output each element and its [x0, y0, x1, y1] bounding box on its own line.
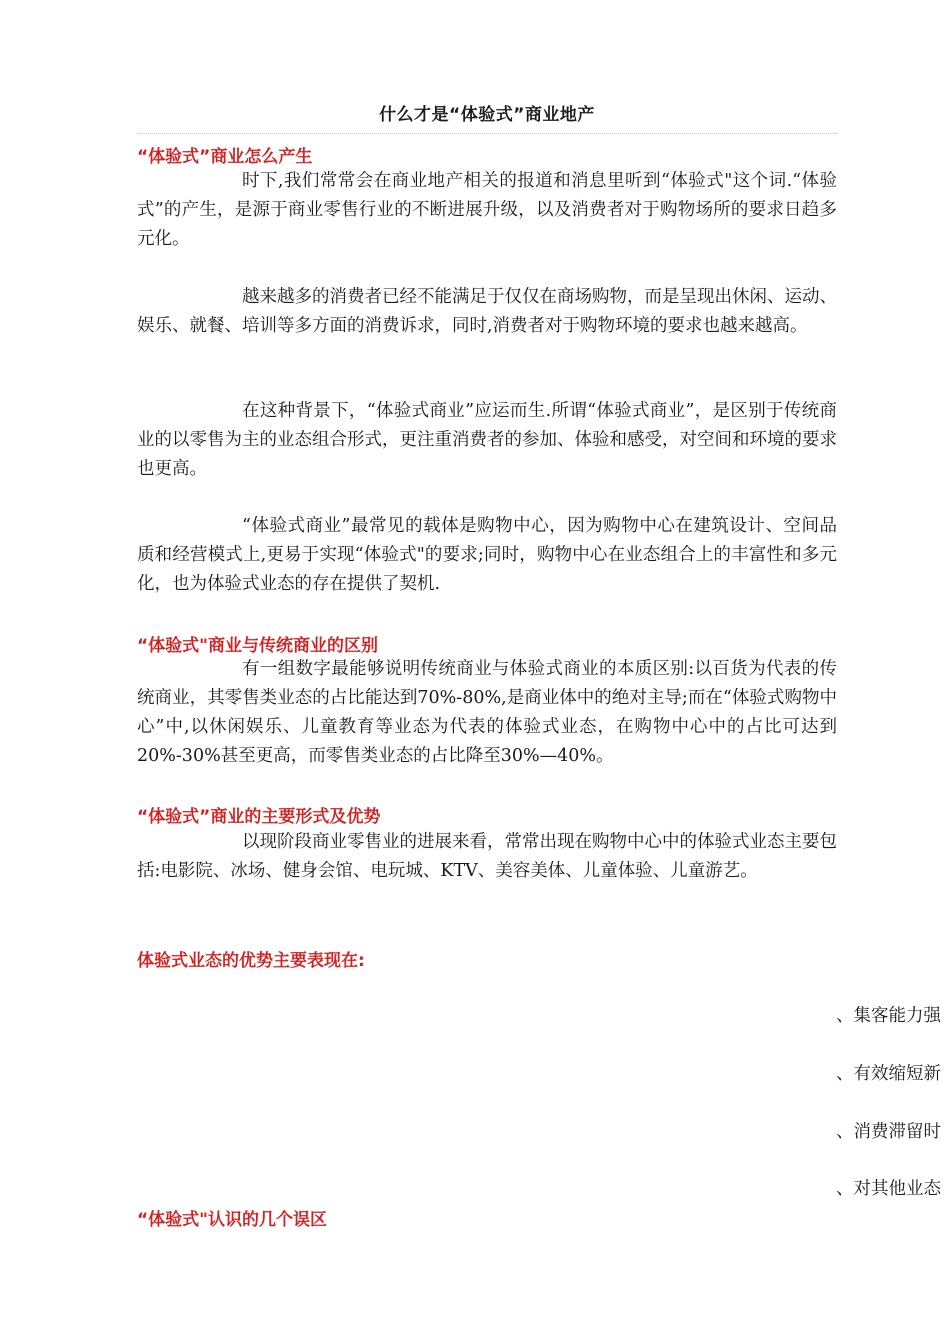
advantage-item: 、对其他业态 [836, 1179, 941, 1199]
section-heading-forms: “体验式”商业的主要形式及优势 [137, 807, 381, 827]
paragraph: 在这种背景下，“体验式商业”应运而生.所谓“体验式商业”，是区别于传统商业的以零售为主的业态组合形式，更注重消费者的参加、体验和感受，对空间和环境的要求也更高。 [137, 401, 837, 479]
paragraph: “体验式商业”最常见的载体是购物中心，因为购物中心在建筑设计、空间品质和经营模式上,更易于实现“体验式"的要求;同时，购物中心在业态组合上的丰富性和多元化，也为体验式业态的存在提供了契机. [137, 516, 837, 594]
title-divider [137, 133, 837, 134]
document-title: 什么才是“体验式”商业地产 [379, 105, 595, 125]
section-heading-advantages: 体验式业态的优势主要表现在: [137, 951, 365, 971]
advantage-item: 、消费滞留时 [836, 1122, 941, 1142]
section-heading-difference: “体验式"商业与传统商业的区别 [137, 636, 379, 656]
paragraph: 越来越多的消费者已经不能满足于仅仅在商场购物，而是呈现出休闲、运动、娱乐、就餐、培训等多方面的消费诉求，同时,消费者对于购物环境的要求也越来越高。 [137, 287, 837, 336]
section-heading-origin: “体验式”商业怎么产生 [137, 147, 313, 167]
advantage-item: 、集客能力强 [836, 1006, 941, 1026]
advantage-item: 、有效缩短新 [836, 1064, 941, 1084]
paragraph: 时下,我们常常会在商业地产相关的报道和消息里听到“体验式"这个词.“体验式”的产生，是源于商业零售行业的不断进展升级，以及消费者对于购物场所的要求日趋多元化。 [137, 171, 837, 249]
paragraph: 有一组数字最能够说明传统商业与体验式商业的本质区别:以百货为代表的传统商业，其零售类业态的占比能达到70%-80%,是商业体中的绝对主导;而在“体验式购物中心”中,以休闲娱乐、儿童教育等业态为代表的体验式业态，在购物中心中的占比可达到20%-30%甚至更高，而零售类业态的占比降至30%—40%。 [137, 659, 837, 766]
section-heading-misconceptions: “体验式"认识的几个误区 [137, 1210, 328, 1230]
paragraph: 以现阶段商业零售业的进展来看，常常出现在购物中心中的体验式业态主要包括:电影院、冰场、健身会馆、电玩城、KTV、美容美体、儿童体验、儿童游艺。 [137, 832, 837, 881]
